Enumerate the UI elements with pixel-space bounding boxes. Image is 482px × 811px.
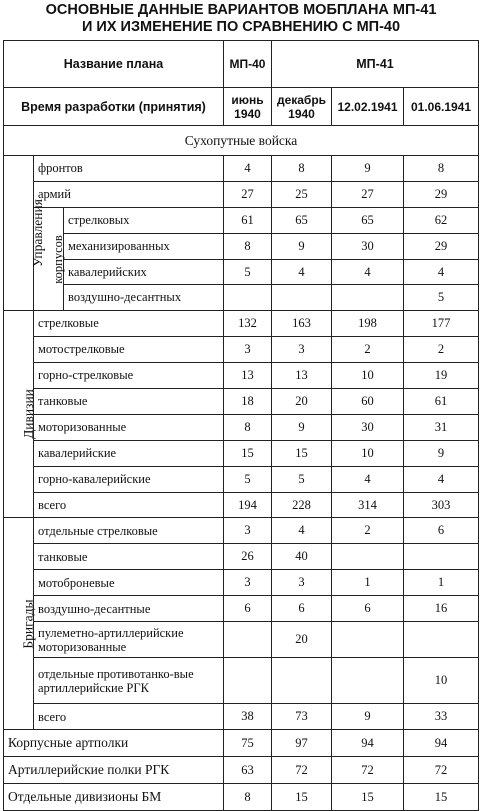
division-1-value-1: 3 (272, 337, 332, 363)
brigade-label: танковые (34, 544, 224, 570)
corps-label: кавалерийских (64, 259, 224, 285)
table-row (4, 259, 479, 285)
corps-1-value-3: 29 (404, 233, 479, 259)
division-label: горно-стрелковые (34, 363, 224, 389)
brigade-2-value-0: 3 (224, 570, 272, 596)
division-7-value-0: 194 (224, 492, 272, 518)
table-row (4, 704, 479, 730)
table-row (4, 156, 479, 182)
group-divisions-label: Дивизии (20, 389, 36, 440)
summary-2-value-1: 15 (272, 784, 332, 811)
division-0-value-3: 177 (404, 311, 479, 337)
division-label: горно-кавалерийские (34, 466, 224, 492)
date-header-0: июнь 1940 (224, 88, 272, 126)
brigade-6-value-3: 33 (404, 704, 479, 730)
corps-3-value-3: 5 (404, 285, 479, 311)
group-management-label: Управления (29, 199, 45, 268)
division-5-value-3: 9 (404, 440, 479, 466)
brigade-2-value-3: 1 (404, 570, 479, 596)
summary-0-value-2: 94 (332, 730, 404, 757)
management-1-value-0: 27 (224, 181, 272, 207)
division-3-value-2: 60 (332, 389, 404, 415)
table-row (4, 492, 479, 518)
brigade-0-value-0: 3 (224, 518, 272, 544)
brigade-3-value-0: 6 (224, 596, 272, 622)
group-divisions (4, 311, 34, 518)
division-6-value-3: 4 (404, 466, 479, 492)
table-row (4, 389, 479, 415)
table-row (4, 544, 479, 570)
summary-0-value-1: 97 (272, 730, 332, 757)
date-header-2: 12.02.1941 (332, 88, 404, 126)
corps-label: механизированных (64, 233, 224, 259)
management-1-value-1: 25 (272, 181, 332, 207)
corps-2-value-2: 4 (332, 259, 404, 285)
brigade-6-value-0: 38 (224, 704, 272, 730)
management-1-value-3: 29 (404, 181, 479, 207)
division-7-value-2: 314 (332, 492, 404, 518)
corps-0-value-3: 62 (404, 207, 479, 233)
table-row (4, 337, 479, 363)
division-6-value-0: 5 (224, 466, 272, 492)
brigade-2-value-2: 1 (332, 570, 404, 596)
table-row (4, 285, 479, 311)
division-3-value-1: 20 (272, 389, 332, 415)
division-4-value-1: 9 (272, 414, 332, 440)
brigade-5-value-2 (332, 658, 404, 704)
corps-1-value-1: 9 (272, 233, 332, 259)
division-1-value-0: 3 (224, 337, 272, 363)
brigade-3-value-3: 16 (404, 596, 479, 622)
division-2-value-1: 13 (272, 363, 332, 389)
division-0-value-2: 198 (332, 311, 404, 337)
header-row-time (4, 88, 479, 126)
management-0-value-2: 9 (332, 156, 404, 182)
corps-1-value-0: 8 (224, 233, 272, 259)
table-row (4, 414, 479, 440)
plan-name-header: Название плана (4, 41, 224, 88)
division-label: всего (34, 492, 224, 518)
brigade-6-value-2: 9 (332, 704, 404, 730)
division-2-value-0: 13 (224, 363, 272, 389)
corps-3-value-2 (332, 285, 404, 311)
brigade-3-value-1: 6 (272, 596, 332, 622)
group-management (4, 156, 45, 311)
summary-2-value-2: 15 (332, 784, 404, 811)
date-header-3: 01.06.1941 (404, 88, 479, 126)
table-row (4, 757, 479, 784)
brigade-0-value-2: 2 (332, 518, 404, 544)
corps-2-value-3: 4 (404, 259, 479, 285)
division-label: танковые (34, 389, 224, 415)
division-2-value-3: 19 (404, 363, 479, 389)
header-row-plan (4, 41, 479, 88)
division-7-value-3: 303 (404, 492, 479, 518)
corps-3-value-1 (272, 285, 332, 311)
corps-label: воздушно-десантных (64, 285, 224, 311)
table-row (4, 570, 479, 596)
division-3-value-3: 61 (404, 389, 479, 415)
management-1-value-2: 27 (332, 181, 404, 207)
brigade-label: пулеметно-артиллерийские моторизованные (34, 622, 224, 658)
brigade-1-value-0: 26 (224, 544, 272, 570)
date-header-1: декабрь 1940 (272, 88, 332, 126)
division-4-value-3: 31 (404, 414, 479, 440)
table-row (4, 622, 479, 658)
mobplan-table (3, 40, 479, 811)
time-header: Время разработки (принятия) (4, 88, 224, 126)
corps-1-value-2: 30 (332, 233, 404, 259)
corps-3-value-0 (224, 285, 272, 311)
summary-1-value-1: 72 (272, 757, 332, 784)
group-corps-label: корпусов (50, 234, 65, 284)
brigade-1-value-1: 40 (272, 544, 332, 570)
table-data-rows (4, 156, 479, 811)
management-label: армий (34, 181, 224, 207)
division-6-value-1: 5 (272, 466, 332, 492)
division-7-value-1: 228 (272, 492, 332, 518)
mp40-header: МП-40 (224, 41, 272, 88)
corps-0-value-2: 65 (332, 207, 404, 233)
table-row (4, 181, 479, 207)
table-row (4, 784, 479, 811)
brigade-4-value-3 (404, 622, 479, 658)
corps-2-value-0: 5 (224, 259, 272, 285)
summary-2-value-0: 8 (224, 784, 272, 811)
section-row (4, 126, 479, 156)
brigade-6-value-1: 73 (272, 704, 332, 730)
brigade-label: отдельные противотанко-вые артиллерийские РГК (34, 658, 224, 704)
division-5-value-0: 15 (224, 440, 272, 466)
brigade-label: воздушно-десантные (34, 596, 224, 622)
division-1-value-3: 2 (404, 337, 479, 363)
brigade-0-value-3: 6 (404, 518, 479, 544)
corps-0-value-1: 65 (272, 207, 332, 233)
table-row (4, 518, 479, 544)
corps-2-value-1: 4 (272, 259, 332, 285)
brigade-4-value-1: 20 (272, 622, 332, 658)
management-label: фронтов (34, 156, 224, 182)
brigade-label: отдельные стрелковые (34, 518, 224, 544)
title-line-2: И ИХ ИЗМЕНЕНИЕ ПО СРАВНЕНИЮ С МП-40 (81, 19, 401, 35)
management-0-value-1: 8 (272, 156, 332, 182)
table-row (4, 233, 479, 259)
summary-label: Артиллерийские полки РГК (4, 757, 224, 784)
division-label: кавалерийские (34, 440, 224, 466)
brigade-5-value-1 (272, 658, 332, 704)
summary-0-value-0: 75 (224, 730, 272, 757)
mp41-header: МП-41 (272, 41, 479, 88)
summary-1-value-3: 72 (404, 757, 479, 784)
corps-label: стрелковых (64, 207, 224, 233)
section-title: Сухопутные войска (4, 126, 479, 156)
summary-0-value-3: 94 (404, 730, 479, 757)
title-line-1: ОСНОВНЫЕ ДАННЫЕ ВАРИАНТОВ МОБПЛАНА МП-41 (45, 2, 437, 18)
table-row (4, 466, 479, 492)
table-row (4, 311, 479, 337)
brigade-5-value-0 (224, 658, 272, 704)
division-label: моторизованные (34, 414, 224, 440)
brigade-4-value-0 (224, 622, 272, 658)
table-row (4, 363, 479, 389)
summary-1-value-2: 72 (332, 757, 404, 784)
summary-label: Корпусные артполки (4, 730, 224, 757)
division-4-value-0: 8 (224, 414, 272, 440)
division-2-value-2: 10 (332, 363, 404, 389)
table-row (4, 730, 479, 757)
brigade-1-value-3 (404, 544, 479, 570)
corps-0-value-0: 61 (224, 207, 272, 233)
management-0-value-3: 8 (404, 156, 479, 182)
division-0-value-0: 132 (224, 311, 272, 337)
brigade-label: мотоброневые (34, 570, 224, 596)
table-row (4, 207, 479, 233)
management-0-value-0: 4 (224, 156, 272, 182)
summary-2-value-3: 15 (404, 784, 479, 811)
brigade-3-value-2: 6 (332, 596, 404, 622)
division-5-value-1: 15 (272, 440, 332, 466)
division-5-value-2: 10 (332, 440, 404, 466)
brigade-1-value-2 (332, 544, 404, 570)
group-brigades (4, 518, 34, 730)
table-row (4, 658, 479, 704)
brigade-2-value-1: 3 (272, 570, 332, 596)
division-6-value-2: 4 (332, 466, 404, 492)
division-1-value-2: 2 (332, 337, 404, 363)
brigade-0-value-1: 4 (272, 518, 332, 544)
document-title (0, 0, 482, 38)
division-0-value-1: 163 (272, 311, 332, 337)
summary-label: Отдельные дивизионы БМ (4, 784, 224, 811)
brigade-4-value-2 (332, 622, 404, 658)
brigade-label: всего (34, 704, 224, 730)
table-row (4, 440, 479, 466)
summary-1-value-0: 63 (224, 757, 272, 784)
division-label: стрелковые (34, 311, 224, 337)
division-3-value-0: 18 (224, 389, 272, 415)
table-row (4, 596, 479, 622)
brigade-5-value-3: 10 (404, 658, 479, 704)
table-body (4, 41, 479, 156)
division-4-value-2: 30 (332, 414, 404, 440)
group-brigades-label: Бригады (20, 599, 36, 649)
division-label: мотострелковые (34, 337, 224, 363)
